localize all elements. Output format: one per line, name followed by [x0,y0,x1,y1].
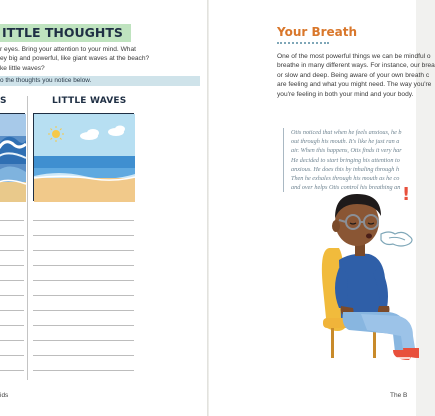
quote-line: anxious. He does this by inhaling through h [291,165,400,173]
quote-line: air. When this happens, Otis finds it very har [291,147,402,155]
big-waves-illustration [0,113,25,201]
body-line: are feeling and what you might need. The way you're [277,81,432,89]
body-line: or slow and deep. Being aware of your own breath c [277,71,430,79]
otis-breathing-illustration [309,178,419,368]
column-divider [27,96,28,380]
quote-line: and over helps Otis control his breathing an [291,184,401,192]
intro-line: r eyes. Bring your attention to your mind. What [0,46,136,53]
page-folio-left: ids [0,392,9,399]
intro-line: ke little waves? [0,64,45,72]
exclamation-mark: ! [402,184,411,205]
column-header-big-waves: S [0,96,7,106]
instruction-bar: o the thoughts you notice below. [0,76,200,86]
quote-line: He decided to start bringing his attention to [291,156,400,164]
intro-text [0,45,198,73]
quote-line: out through his mouth. It's like he just ran a [291,138,400,146]
little-waves-illustration [33,113,134,201]
quote-line: Otis noticed that when he feels anxious, he b [291,129,402,136]
worksheet-title: ITTLE THOUGHTS [0,24,131,42]
body-text [277,52,435,99]
body-line: you're feeling in both your mind and your body. [277,90,414,98]
intro-line: ey big and powerful, like giant waves at the beach? [0,55,150,63]
section-title: Your Breath [277,25,358,39]
column-header-little-waves: LITTLE WAVES [52,96,127,106]
quote-line: Then he exhales through his mouth as he co [291,175,400,183]
title-underline [277,42,329,44]
body-line: One of the most powerful things we can be mindful o [277,53,431,60]
right-page [209,0,435,416]
body-line: breathe in many different ways. For instance, our brea [277,62,435,70]
quote-rule [283,128,284,192]
left-page [0,0,207,416]
page-folio-right: The B [390,392,408,399]
